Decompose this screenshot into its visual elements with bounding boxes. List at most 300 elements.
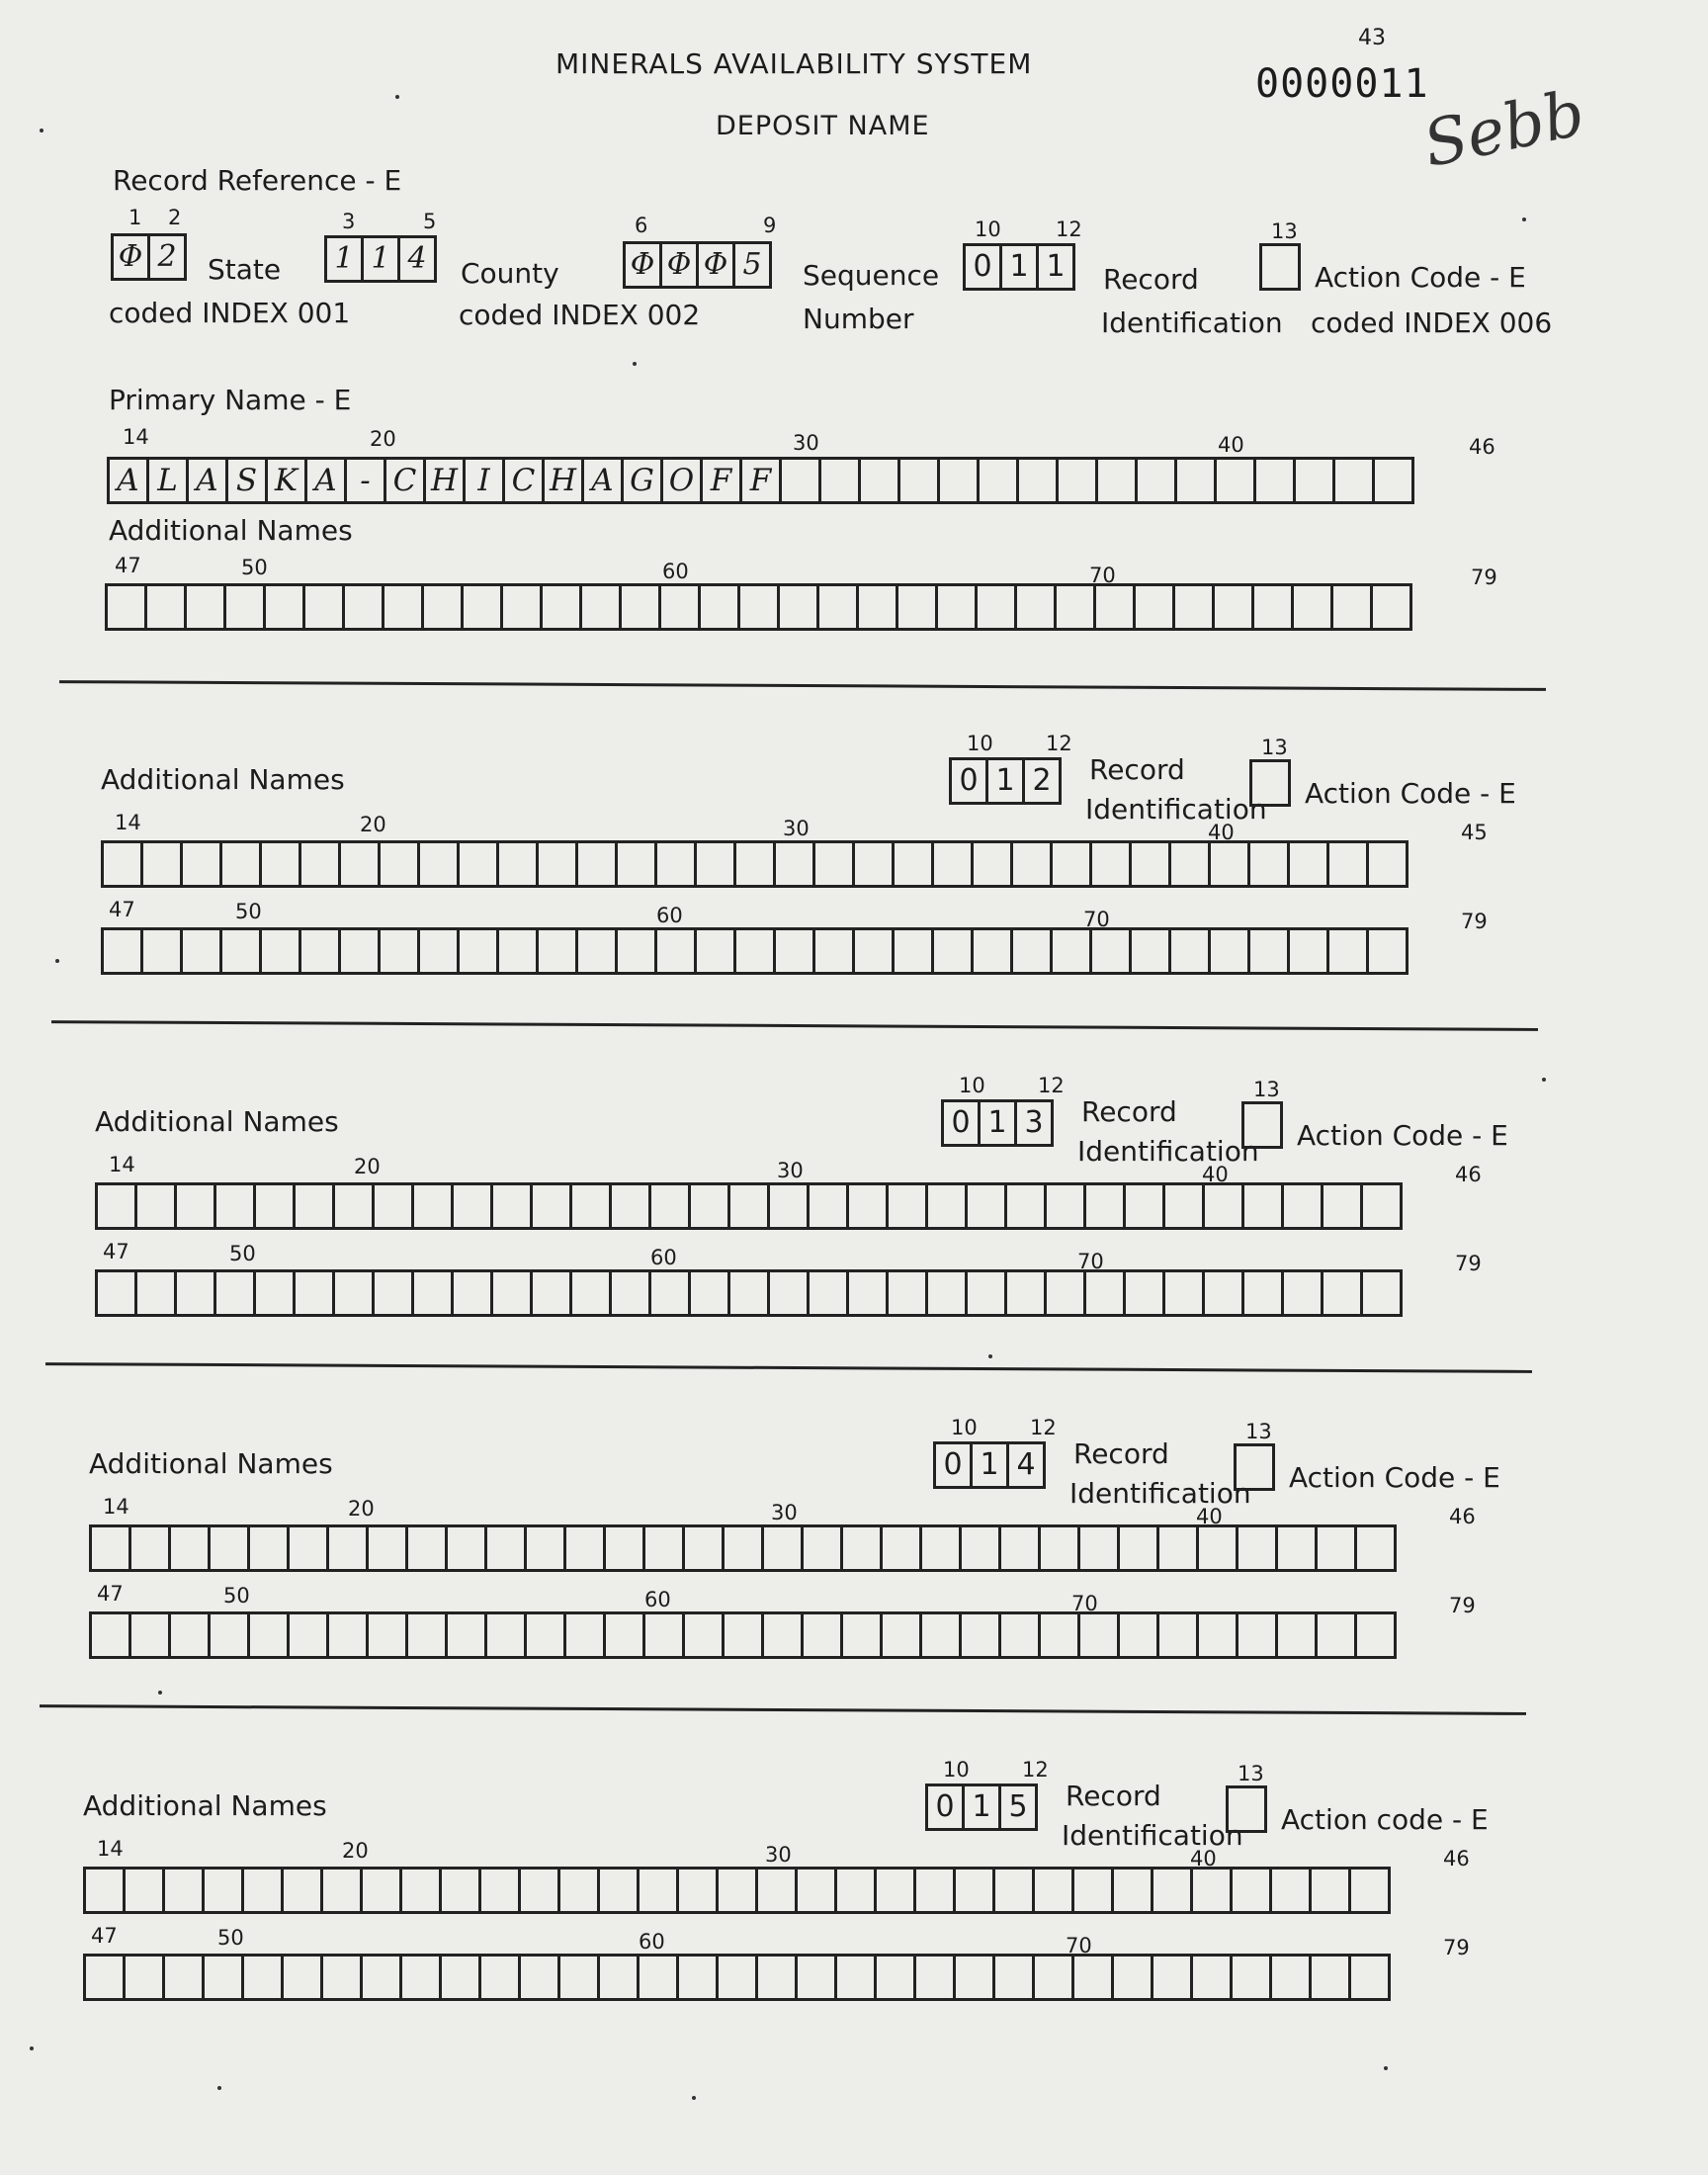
county-code-box[interactable]: 4 <box>397 235 437 283</box>
character-box[interactable] <box>241 1867 284 1914</box>
character-box[interactable] <box>716 1867 758 1914</box>
character-box[interactable] <box>975 583 1017 631</box>
character-box[interactable] <box>931 927 974 975</box>
character-box[interactable] <box>807 1182 849 1230</box>
character-box[interactable] <box>144 583 187 631</box>
character-box[interactable] <box>761 1611 804 1659</box>
character-box[interactable] <box>1038 1611 1080 1659</box>
character-box[interactable] <box>105 583 147 631</box>
character-box[interactable] <box>399 1867 442 1914</box>
character-box[interactable] <box>733 840 776 888</box>
character-box[interactable] <box>1162 1182 1205 1230</box>
character-box[interactable] <box>1014 583 1057 631</box>
character-box[interactable] <box>1236 1611 1278 1659</box>
record-id-box[interactable]: 4 <box>1006 1441 1046 1489</box>
character-box[interactable] <box>208 1611 250 1659</box>
character-box[interactable] <box>935 583 978 631</box>
character-box[interactable] <box>101 927 143 975</box>
record-id-box[interactable]: 1 <box>970 1441 1009 1489</box>
character-box[interactable] <box>1366 840 1409 888</box>
character-box[interactable] <box>722 1611 764 1659</box>
character-box[interactable] <box>609 1269 651 1317</box>
character-box[interactable] <box>816 583 859 631</box>
sequence-number-box[interactable]: Φ <box>623 241 662 289</box>
character-box[interactable] <box>840 1524 883 1572</box>
character-box[interactable] <box>1032 1867 1074 1914</box>
character-box[interactable] <box>619 583 661 631</box>
record-id-box[interactable]: 0 <box>963 243 1002 291</box>
character-box[interactable] <box>496 840 539 888</box>
character-box[interactable] <box>1315 1611 1357 1659</box>
character-box[interactable] <box>688 1182 730 1230</box>
character-box[interactable] <box>208 1524 250 1572</box>
character-box[interactable] <box>1190 1954 1233 2001</box>
character-box[interactable]: F <box>739 457 782 504</box>
character-box[interactable] <box>1190 1867 1233 1914</box>
character-box[interactable] <box>405 1611 448 1659</box>
character-box[interactable] <box>575 840 618 888</box>
character-box[interactable] <box>89 1524 131 1572</box>
character-box[interactable]: H <box>542 457 584 504</box>
character-box[interactable] <box>676 1954 719 2001</box>
character-box[interactable] <box>457 840 499 888</box>
character-box[interactable] <box>563 1611 606 1659</box>
character-box[interactable] <box>281 1954 323 2001</box>
record-id-boxes[interactable] <box>941 1099 1051 1147</box>
character-box[interactable] <box>1287 927 1329 975</box>
character-box[interactable] <box>214 1269 256 1317</box>
character-box[interactable] <box>642 1524 685 1572</box>
character-box[interactable] <box>1089 927 1132 975</box>
character-box[interactable] <box>913 1867 956 1914</box>
character-box[interactable] <box>405 1524 448 1572</box>
sequence-number-box[interactable]: 5 <box>732 241 772 289</box>
character-box[interactable] <box>913 1954 956 2001</box>
record-id-boxes[interactable] <box>933 1441 1043 1489</box>
character-box[interactable] <box>360 1954 402 2001</box>
character-box[interactable] <box>897 457 940 504</box>
character-box[interactable] <box>253 1182 296 1230</box>
character-box[interactable] <box>892 840 934 888</box>
character-box[interactable] <box>1360 1269 1403 1317</box>
character-box[interactable] <box>965 1269 1007 1317</box>
character-box[interactable] <box>287 1611 329 1659</box>
character-box[interactable] <box>360 1867 402 1914</box>
character-box[interactable] <box>180 927 222 975</box>
action-code-box[interactable] <box>1241 1101 1283 1149</box>
character-box[interactable] <box>83 1954 126 2001</box>
character-box[interactable]: A <box>581 457 624 504</box>
character-box[interactable] <box>1247 927 1290 975</box>
character-box[interactable] <box>846 1269 889 1317</box>
character-box[interactable] <box>332 1269 375 1317</box>
record-id-box[interactable]: 1 <box>999 243 1039 291</box>
character-box[interactable] <box>1010 927 1053 975</box>
character-box[interactable] <box>490 1182 533 1230</box>
character-box[interactable] <box>293 1269 335 1317</box>
character-box[interactable] <box>1133 583 1175 631</box>
character-box[interactable] <box>1129 927 1171 975</box>
character-box[interactable] <box>299 927 341 975</box>
character-box[interactable] <box>654 927 697 975</box>
character-box[interactable] <box>1247 840 1290 888</box>
character-box[interactable] <box>603 1611 645 1659</box>
character-box[interactable] <box>886 1269 928 1317</box>
character-box[interactable] <box>1095 457 1138 504</box>
character-box[interactable] <box>1360 1182 1403 1230</box>
character-box[interactable] <box>1370 583 1412 631</box>
character-box[interactable] <box>162 1867 205 1914</box>
character-box[interactable] <box>378 927 420 975</box>
character-box[interactable] <box>484 1611 527 1659</box>
character-box[interactable]: A <box>304 457 347 504</box>
character-box[interactable] <box>378 840 420 888</box>
character-box[interactable] <box>1214 457 1256 504</box>
character-box[interactable] <box>490 1269 533 1317</box>
character-box[interactable] <box>575 927 618 975</box>
additional-names-boxes[interactable] <box>101 927 1406 975</box>
character-box[interactable] <box>1196 1611 1238 1659</box>
character-box[interactable] <box>219 840 262 888</box>
character-box[interactable] <box>998 1611 1041 1659</box>
character-box[interactable] <box>101 840 143 888</box>
character-box[interactable] <box>1269 1954 1312 2001</box>
character-box[interactable] <box>1168 840 1211 888</box>
character-box[interactable] <box>727 1269 770 1317</box>
character-box[interactable] <box>1083 1182 1126 1230</box>
character-box[interactable] <box>1275 1611 1318 1659</box>
character-box[interactable] <box>281 1867 323 1914</box>
character-box[interactable] <box>1275 1524 1318 1572</box>
character-box[interactable] <box>540 583 582 631</box>
character-box[interactable]: S <box>225 457 268 504</box>
character-box[interactable] <box>223 583 266 631</box>
character-box[interactable] <box>1309 1867 1351 1914</box>
character-box[interactable] <box>202 1954 244 2001</box>
character-box[interactable] <box>1077 1524 1120 1572</box>
character-box[interactable] <box>755 1954 798 2001</box>
character-box[interactable] <box>174 1182 216 1230</box>
character-box[interactable] <box>1202 1182 1244 1230</box>
record-id-box[interactable]: 0 <box>933 1441 973 1489</box>
character-box[interactable] <box>795 1867 837 1914</box>
character-box[interactable] <box>302 583 345 631</box>
character-box[interactable] <box>767 1269 810 1317</box>
character-box[interactable] <box>1372 457 1414 504</box>
character-box[interactable] <box>777 583 819 631</box>
character-box[interactable] <box>767 1182 810 1230</box>
character-box[interactable] <box>880 1611 922 1659</box>
character-box[interactable] <box>484 1524 527 1572</box>
character-box[interactable] <box>694 927 736 975</box>
character-box[interactable] <box>648 1182 691 1230</box>
character-box[interactable]: H <box>423 457 466 504</box>
character-box[interactable] <box>439 1867 481 1914</box>
character-box[interactable] <box>698 583 740 631</box>
character-box[interactable] <box>1208 840 1250 888</box>
character-box[interactable] <box>1354 1524 1397 1572</box>
character-box[interactable] <box>615 927 657 975</box>
record-id-box[interactable]: 5 <box>998 1784 1038 1831</box>
character-box[interactable] <box>852 840 895 888</box>
character-box[interactable] <box>399 1954 442 2001</box>
character-box[interactable] <box>959 1524 1001 1572</box>
character-box[interactable] <box>1129 840 1171 888</box>
character-box[interactable] <box>886 1182 928 1230</box>
character-box[interactable] <box>366 1611 408 1659</box>
character-box[interactable] <box>372 1182 414 1230</box>
character-box[interactable] <box>417 927 460 975</box>
sequence-number-boxes[interactable] <box>623 241 769 289</box>
character-box[interactable] <box>1010 840 1053 888</box>
character-box[interactable] <box>874 1867 916 1914</box>
character-box[interactable] <box>1004 1269 1047 1317</box>
character-box[interactable] <box>579 583 622 631</box>
character-box[interactable] <box>1241 1182 1284 1230</box>
character-box[interactable] <box>1236 1524 1278 1572</box>
character-box[interactable] <box>1077 1611 1120 1659</box>
character-box[interactable] <box>682 1611 725 1659</box>
character-box[interactable] <box>569 1269 612 1317</box>
character-box[interactable] <box>648 1269 691 1317</box>
character-box[interactable] <box>637 1867 679 1914</box>
character-box[interactable] <box>1172 583 1215 631</box>
character-box[interactable]: A <box>107 457 149 504</box>
additional-names-boxes[interactable] <box>95 1269 1400 1317</box>
character-box[interactable] <box>919 1524 962 1572</box>
record-id-boxes[interactable] <box>963 243 1072 291</box>
character-box[interactable] <box>834 1954 877 2001</box>
character-box[interactable] <box>1117 1524 1159 1572</box>
character-box[interactable]: L <box>146 457 189 504</box>
character-box[interactable] <box>247 1611 290 1659</box>
character-box[interactable] <box>896 583 938 631</box>
character-box[interactable] <box>1044 1269 1086 1317</box>
character-box[interactable] <box>637 1954 679 2001</box>
character-box[interactable] <box>536 840 578 888</box>
character-box[interactable] <box>1348 1954 1391 2001</box>
state-code-box[interactable]: Φ <box>111 233 150 281</box>
state-code-box[interactable]: 2 <box>147 233 187 281</box>
character-box[interactable] <box>168 1611 211 1659</box>
character-box[interactable] <box>1123 1182 1165 1230</box>
character-box[interactable] <box>293 1182 335 1230</box>
character-box[interactable] <box>445 1524 487 1572</box>
character-box[interactable] <box>733 927 776 975</box>
character-box[interactable] <box>184 583 226 631</box>
character-box[interactable] <box>1321 1182 1363 1230</box>
character-box[interactable] <box>1162 1269 1205 1317</box>
character-box[interactable] <box>1241 1269 1284 1317</box>
character-box[interactable] <box>931 840 974 888</box>
sequence-number-box[interactable]: Φ <box>659 241 699 289</box>
character-box[interactable] <box>1151 1954 1193 2001</box>
character-box[interactable] <box>965 1182 1007 1230</box>
character-box[interactable] <box>247 1524 290 1572</box>
character-box[interactable] <box>597 1954 640 2001</box>
character-box[interactable] <box>320 1954 363 2001</box>
character-box[interactable] <box>411 1269 454 1317</box>
character-box[interactable] <box>83 1867 126 1914</box>
character-box[interactable] <box>812 840 855 888</box>
record-id-box[interactable]: 1 <box>978 1099 1017 1147</box>
character-box[interactable] <box>140 927 183 975</box>
character-box[interactable] <box>1156 1611 1199 1659</box>
character-box[interactable] <box>597 1867 640 1914</box>
character-box[interactable] <box>971 927 1013 975</box>
character-box[interactable] <box>603 1524 645 1572</box>
character-box[interactable] <box>925 1269 968 1317</box>
character-box[interactable] <box>557 1867 600 1914</box>
character-box[interactable] <box>536 927 578 975</box>
character-box[interactable] <box>953 1867 995 1914</box>
county-code-box[interactable]: 1 <box>324 235 364 283</box>
character-box[interactable] <box>773 927 815 975</box>
character-box[interactable] <box>998 1524 1041 1572</box>
character-box[interactable] <box>654 840 697 888</box>
character-box[interactable] <box>925 1182 968 1230</box>
character-box[interactable] <box>1348 1867 1391 1914</box>
character-box[interactable] <box>241 1954 284 2001</box>
character-box[interactable] <box>128 1611 171 1659</box>
character-box[interactable]: K <box>265 457 307 504</box>
character-box[interactable]: - <box>344 457 386 504</box>
character-box[interactable] <box>1366 927 1409 975</box>
character-box[interactable] <box>1321 1269 1363 1317</box>
county-code-box[interactable]: 1 <box>361 235 400 283</box>
character-box[interactable] <box>372 1269 414 1317</box>
character-box[interactable] <box>162 1954 205 2001</box>
character-box[interactable] <box>524 1524 566 1572</box>
action-code-box[interactable] <box>1259 243 1301 291</box>
character-box[interactable]: A <box>186 457 228 504</box>
character-box[interactable] <box>688 1269 730 1317</box>
additional-names-boxes[interactable] <box>95 1182 1400 1230</box>
record-id-box[interactable]: 2 <box>1022 757 1062 805</box>
character-box[interactable] <box>1326 927 1369 975</box>
character-box[interactable] <box>676 1867 719 1914</box>
character-box[interactable]: G <box>621 457 663 504</box>
additional-names-boxes[interactable] <box>101 840 1406 888</box>
character-box[interactable] <box>530 1269 572 1317</box>
character-box[interactable] <box>299 840 341 888</box>
character-box[interactable] <box>140 840 183 888</box>
character-box[interactable] <box>1135 457 1177 504</box>
additional-names-boxes[interactable] <box>89 1524 1394 1572</box>
character-box[interactable] <box>134 1182 177 1230</box>
character-box[interactable] <box>1071 1867 1114 1914</box>
character-box[interactable] <box>1151 1867 1193 1914</box>
additional-names-boxes[interactable] <box>83 1867 1388 1914</box>
character-box[interactable] <box>737 583 780 631</box>
character-box[interactable] <box>263 583 305 631</box>
character-box[interactable] <box>801 1524 843 1572</box>
character-box[interactable] <box>658 583 701 631</box>
character-box[interactable] <box>880 1524 922 1572</box>
sequence-number-box[interactable]: Φ <box>696 241 735 289</box>
character-box[interactable] <box>1202 1269 1244 1317</box>
character-box[interactable] <box>1083 1269 1126 1317</box>
character-box[interactable] <box>801 1611 843 1659</box>
character-box[interactable] <box>1230 1954 1272 2001</box>
character-box[interactable] <box>287 1524 329 1572</box>
character-box[interactable] <box>338 927 381 975</box>
character-box[interactable] <box>496 927 539 975</box>
county-code-boxes[interactable] <box>324 235 434 283</box>
character-box[interactable] <box>411 1182 454 1230</box>
character-box[interactable] <box>1309 1954 1351 2001</box>
character-box[interactable] <box>1071 1954 1114 2001</box>
character-box[interactable] <box>1326 840 1369 888</box>
character-box[interactable] <box>320 1867 363 1914</box>
character-box[interactable] <box>332 1182 375 1230</box>
character-box[interactable] <box>134 1269 177 1317</box>
record-id-box[interactable]: 1 <box>985 757 1025 805</box>
character-box[interactable] <box>856 583 898 631</box>
character-box[interactable] <box>818 457 861 504</box>
character-box[interactable] <box>1354 1611 1397 1659</box>
character-box[interactable] <box>1004 1182 1047 1230</box>
character-box[interactable] <box>1208 927 1250 975</box>
character-box[interactable] <box>518 1954 560 2001</box>
character-box[interactable]: F <box>700 457 742 504</box>
character-box[interactable] <box>1287 840 1329 888</box>
character-box[interactable] <box>1315 1524 1357 1572</box>
character-box[interactable] <box>421 583 464 631</box>
character-box[interactable] <box>1281 1182 1324 1230</box>
character-box[interactable] <box>1054 583 1096 631</box>
character-box[interactable] <box>727 1182 770 1230</box>
action-code-box[interactable] <box>1226 1785 1267 1833</box>
character-box[interactable] <box>518 1867 560 1914</box>
character-box[interactable] <box>168 1524 211 1572</box>
character-box[interactable] <box>1332 457 1375 504</box>
record-id-box[interactable]: 0 <box>941 1099 981 1147</box>
character-box[interactable]: O <box>660 457 703 504</box>
character-box[interactable] <box>977 457 1019 504</box>
character-box[interactable] <box>1111 1867 1153 1914</box>
character-box[interactable] <box>852 927 895 975</box>
character-box[interactable] <box>202 1867 244 1914</box>
character-box[interactable] <box>1293 457 1335 504</box>
character-box[interactable] <box>716 1954 758 2001</box>
character-box[interactable] <box>366 1524 408 1572</box>
character-box[interactable] <box>959 1611 1001 1659</box>
character-box[interactable] <box>95 1182 137 1230</box>
additional-names-boxes[interactable] <box>105 583 1409 631</box>
character-box[interactable] <box>253 1269 296 1317</box>
character-box[interactable] <box>1056 457 1098 504</box>
character-box[interactable] <box>214 1182 256 1230</box>
character-box[interactable] <box>1168 927 1211 975</box>
character-box[interactable] <box>1038 1524 1080 1572</box>
character-box[interactable] <box>1291 583 1333 631</box>
character-box[interactable]: I <box>463 457 505 504</box>
character-box[interactable] <box>682 1524 725 1572</box>
character-box[interactable] <box>530 1182 572 1230</box>
character-box[interactable]: C <box>502 457 545 504</box>
character-box[interactable] <box>123 1867 165 1914</box>
character-box[interactable] <box>461 583 503 631</box>
character-box[interactable] <box>569 1182 612 1230</box>
character-box[interactable] <box>858 457 900 504</box>
character-box[interactable] <box>478 1954 521 2001</box>
character-box[interactable] <box>1253 457 1296 504</box>
character-box[interactable] <box>1251 583 1294 631</box>
character-box[interactable] <box>1330 583 1373 631</box>
character-box[interactable] <box>1016 457 1059 504</box>
record-id-boxes[interactable] <box>949 757 1059 805</box>
